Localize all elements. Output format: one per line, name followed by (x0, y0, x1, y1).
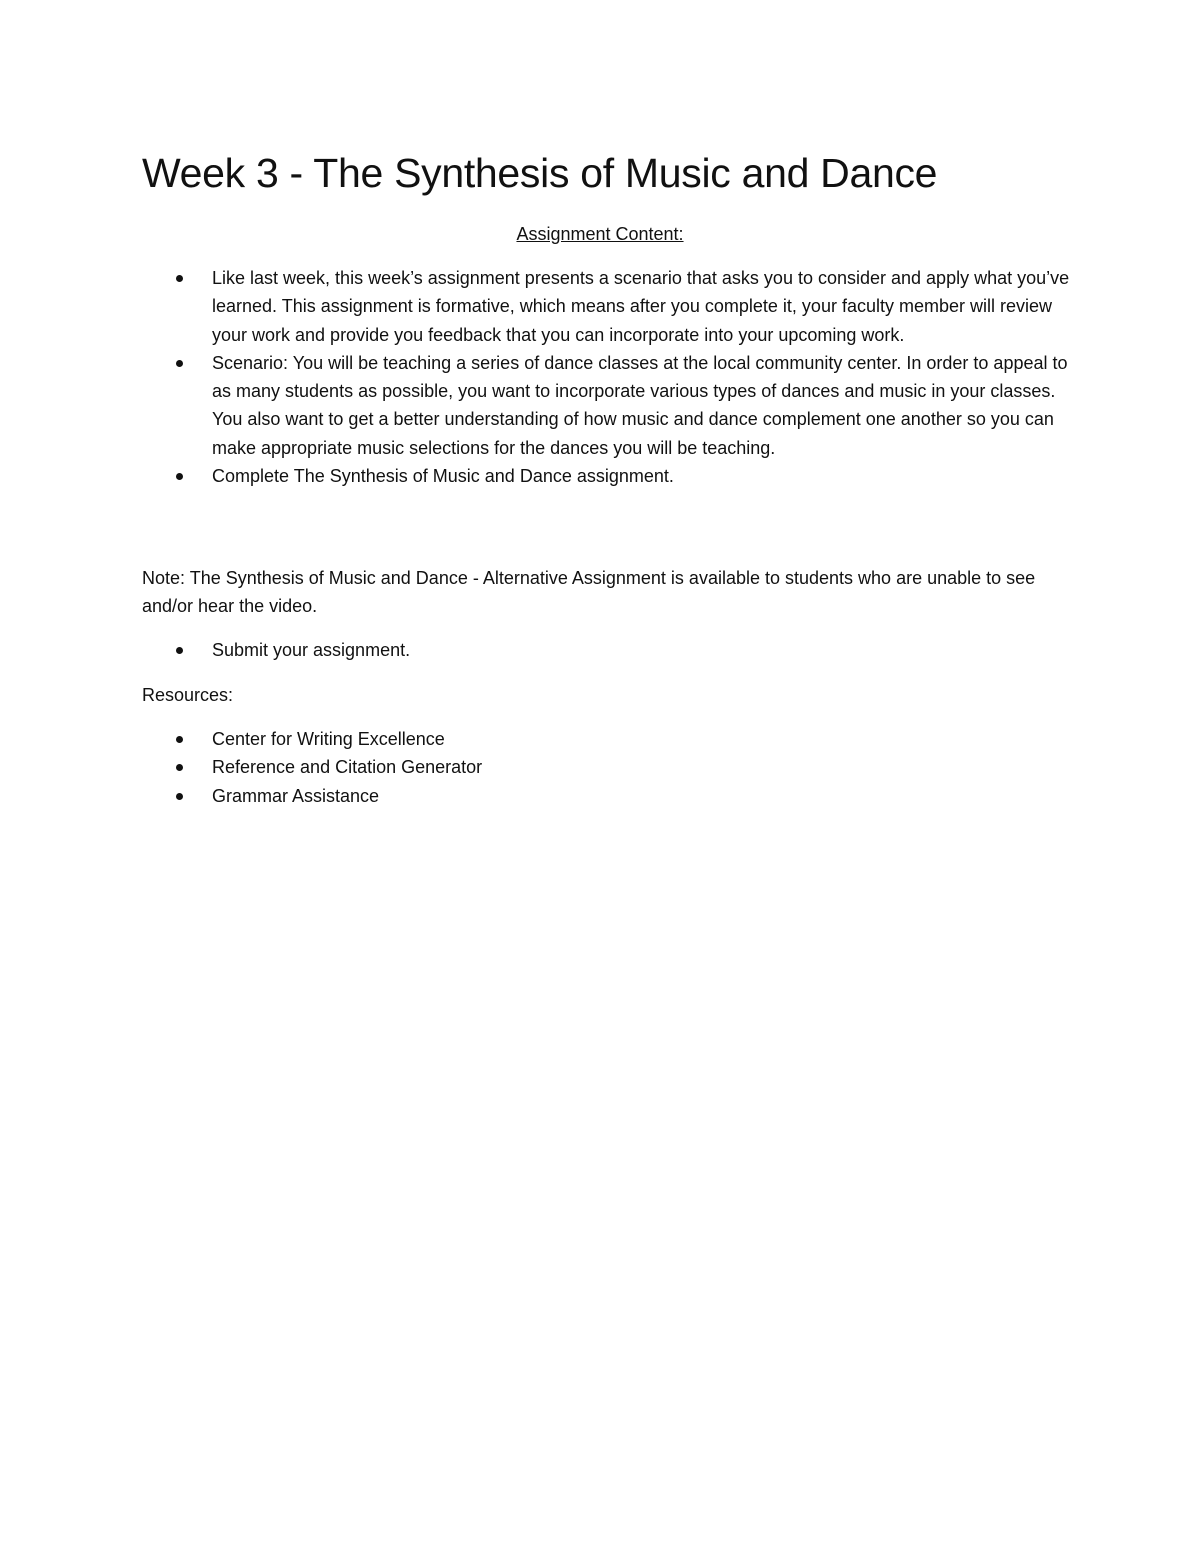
resource-item-writing-excellence: Center for Writing Excellence (0, 725, 1072, 753)
assignment-content-heading: Assignment Content: (516, 224, 684, 244)
resource-item-citation-generator: Reference and Citation Generator (0, 753, 1072, 781)
assignment-list (0, 264, 1072, 490)
resource-item-grammar-assistance: Grammar Assistance (0, 782, 1072, 810)
assignment-item-scenario: Scenario: You will be teaching a series of dance classes at the local community center. In order to appeal to as many students as possible, you want to incorporate various types of dances and music in your classes. You also want to get a better understanding of how music and dance complement one another so you can make appropriate music selections for the dances you will be teaching. (0, 349, 1072, 462)
submit-item: Submit your assignment. (0, 636, 1072, 664)
assignment-item-overview: Like last week, this week’s assignment presents a scenario that asks you to consider and apply what you’ve learned. This assignment is formative, which means after you complete it, your faculty member will review your work and provide you feedback that you can incorporate into your upcoming work. (0, 264, 1072, 349)
assignment-item-complete: Complete The Synthesis of Music and Dance assignment. (0, 462, 1072, 490)
resources-list (0, 725, 1072, 810)
resources-label: Resources: (142, 685, 234, 705)
note-paragraph: Note: The Synthesis of Music and Dance - Alternative Assignment is available to students who are unable to see and/or hear the video. (142, 568, 1036, 617)
submit-list (0, 636, 1072, 664)
page-title: Week 3 - The Synthesis of Music and Dance (142, 150, 938, 196)
